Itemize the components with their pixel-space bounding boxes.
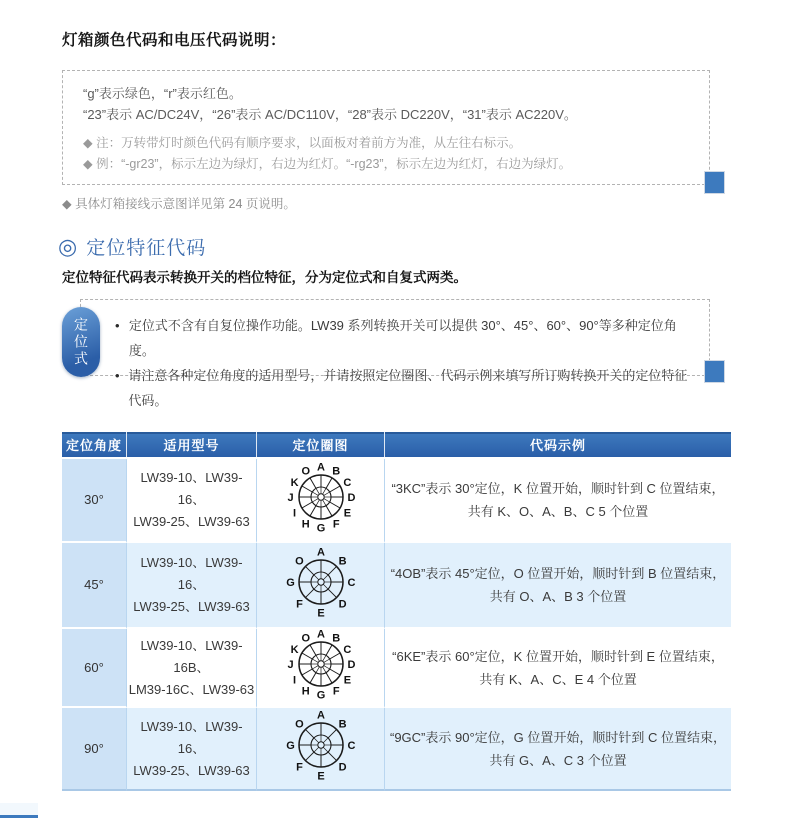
page-corner-tab [0,803,38,818]
svg-text:H: H [301,517,310,530]
svg-text:E: E [316,770,325,783]
column-header-diagram: 定位圈图 [257,432,385,459]
column-header-models: 适用型号 [127,432,257,459]
callout-bullet-text: 请注意各种定位角度的适用型号，并请按照定位圈图、代码示例来填写所订购转换开关的定位特征代码。 [128,368,688,408]
svg-text:B: B [338,554,347,567]
example-line: “9GC”表示 90°定位，G 位置开始，顺时针到 C 位置结束， [390,729,726,745]
example-note: ◆ 例：“-gr23”，标示左边为绿灯，右边为红灯。“-rg23”，标示左边为红灯，右边为绿灯。 [83,157,572,171]
svg-text:A: A [316,628,325,641]
svg-text:O: O [294,718,304,731]
models-line: LW39-25、LW39-63 [133,514,250,529]
callout-bullet-text: 定位式不含有自复位操作功能。LW39 系列转换开关可以提供 30°、45°、60°、90°等多种定位角度。 [128,318,677,358]
svg-text:J: J [286,491,294,504]
example-line: 共有 K、A、C、E 4 个位置 [479,671,637,687]
svg-text:B: B [338,718,347,731]
svg-text:B: B [331,632,340,645]
example-line: 共有 K、O、A、B、C 5 个位置 [467,504,649,519]
color-code-line: “g”表示绿色，“r”表示红色。 [83,86,242,101]
svg-text:D: D [347,659,355,671]
svg-text:O: O [300,632,310,645]
svg-text:B: B [331,465,340,478]
positioning-type-tab: 定位式 [62,307,100,377]
models-line: LW39-10、LW39-16、 [140,470,243,507]
color-voltage-info-box [62,70,710,185]
svg-text:A: A [316,546,325,558]
diagram-cell [257,629,385,708]
example-line: 共有 G、A、C 3 个位置 [489,752,627,768]
example-line: “3KC”表示 30°定位，K 位置开始，顺时针到 C 位置结束， [391,481,725,496]
svg-text:F: F [332,685,340,698]
double-circle-icon: ◎ [58,233,78,259]
svg-text:K: K [290,476,299,489]
positioning-dial-diagram [281,543,361,628]
positioning-table [62,432,731,791]
svg-text:C: C [347,576,355,589]
svg-text:C: C [347,740,355,752]
section-title: 定位特征代码 [86,238,207,259]
svg-text:D: D [347,491,355,504]
svg-text:G: G [285,576,295,589]
wiring-footnote: ◆ 具体灯箱接线示意图详见第 24 页说明。 [62,197,296,211]
svg-text:D: D [338,598,347,611]
accent-square-icon [704,171,725,194]
column-header-example: 代码示例 [385,432,731,459]
svg-text:C: C [342,476,351,489]
positioning-type-callout [80,299,710,408]
models-line: LW39-10、LW39-16B、 [140,637,243,675]
svg-text:E: E [343,674,351,687]
positioning-dial-diagram [281,458,361,543]
order-note: ◆ 注：万转带灯时颜色代码有顺序要求，以面板对着前方为准，从左往右标示。 [83,136,522,150]
example-cell [385,543,731,629]
bullet-icon: • [115,368,120,383]
example-cell [385,708,731,791]
diagram-cell [257,543,385,629]
example-line: “4OB”表示 45°定位，O 位置开始，顺时针到 B 位置结束， [390,566,726,581]
svg-text:F: F [295,761,303,774]
svg-text:E: E [316,607,325,619]
callout-bullet-line [115,313,699,363]
spacer [83,125,689,133]
models-cell [127,543,257,629]
svg-text:F: F [295,598,303,611]
angle-cell: 30° [62,459,127,543]
models-line: LM39-16C、LW39-63 [128,681,255,697]
models-cell [127,629,257,708]
page-title: 灯箱颜色代码和电压代码说明： [62,32,287,49]
svg-text:E: E [343,506,351,519]
svg-text:O: O [294,554,304,567]
svg-text:G: G [316,522,325,534]
angle-cell: 90° [62,708,127,791]
column-header-angle: 定位角度 [62,432,127,459]
models-line: LW39-25、LW39-63 [133,599,250,614]
svg-text:G: G [285,740,295,752]
svg-text:I: I [292,506,296,519]
svg-text:F: F [332,517,340,530]
svg-text:A: A [316,709,325,722]
svg-text:I: I [292,674,296,687]
svg-text:O: O [300,465,310,478]
models-line: LW39-10、LW39-16、 [140,555,243,592]
models-cell [127,708,257,791]
svg-text:A: A [316,461,325,473]
bullet-icon: • [115,318,120,333]
accent-square-icon [704,360,725,383]
svg-text:D: D [338,761,347,774]
example-cell [385,629,731,708]
models-line: LW39-10、LW39-16、 [140,718,243,756]
example-cell [385,459,731,543]
svg-text:K: K [290,643,299,656]
angle-cell: 60° [62,629,127,708]
svg-text:H: H [301,685,310,698]
models-cell [127,459,257,543]
models-line: LW39-25、LW39-63 [133,762,250,778]
example-line: “6KE”表示 60°定位，K 位置开始，顺时针到 E 位置结束， [392,648,724,664]
svg-text:G: G [316,689,325,702]
section-heading [58,233,206,260]
angle-cell: 45° [62,543,127,629]
callout-bullet-line [115,363,699,413]
positioning-dial-diagram [281,706,361,791]
diagram-cell [257,708,385,791]
section-subtitle: 定位特征代码表示转换开关的档位特征，分为定位式和自复式两类。 [62,270,467,285]
svg-text:J: J [286,659,294,671]
diagram-cell [257,459,385,543]
voltage-code-line: “23”表示 AC/DC24V，“26”表示 AC/DC110V，“28”表示 DC220V，“31”表示 AC220V。 [83,107,577,122]
svg-text:C: C [342,643,351,656]
positioning-dial-diagram [281,625,361,710]
example-line: 共有 O、A、B 3 个位置 [489,589,627,604]
